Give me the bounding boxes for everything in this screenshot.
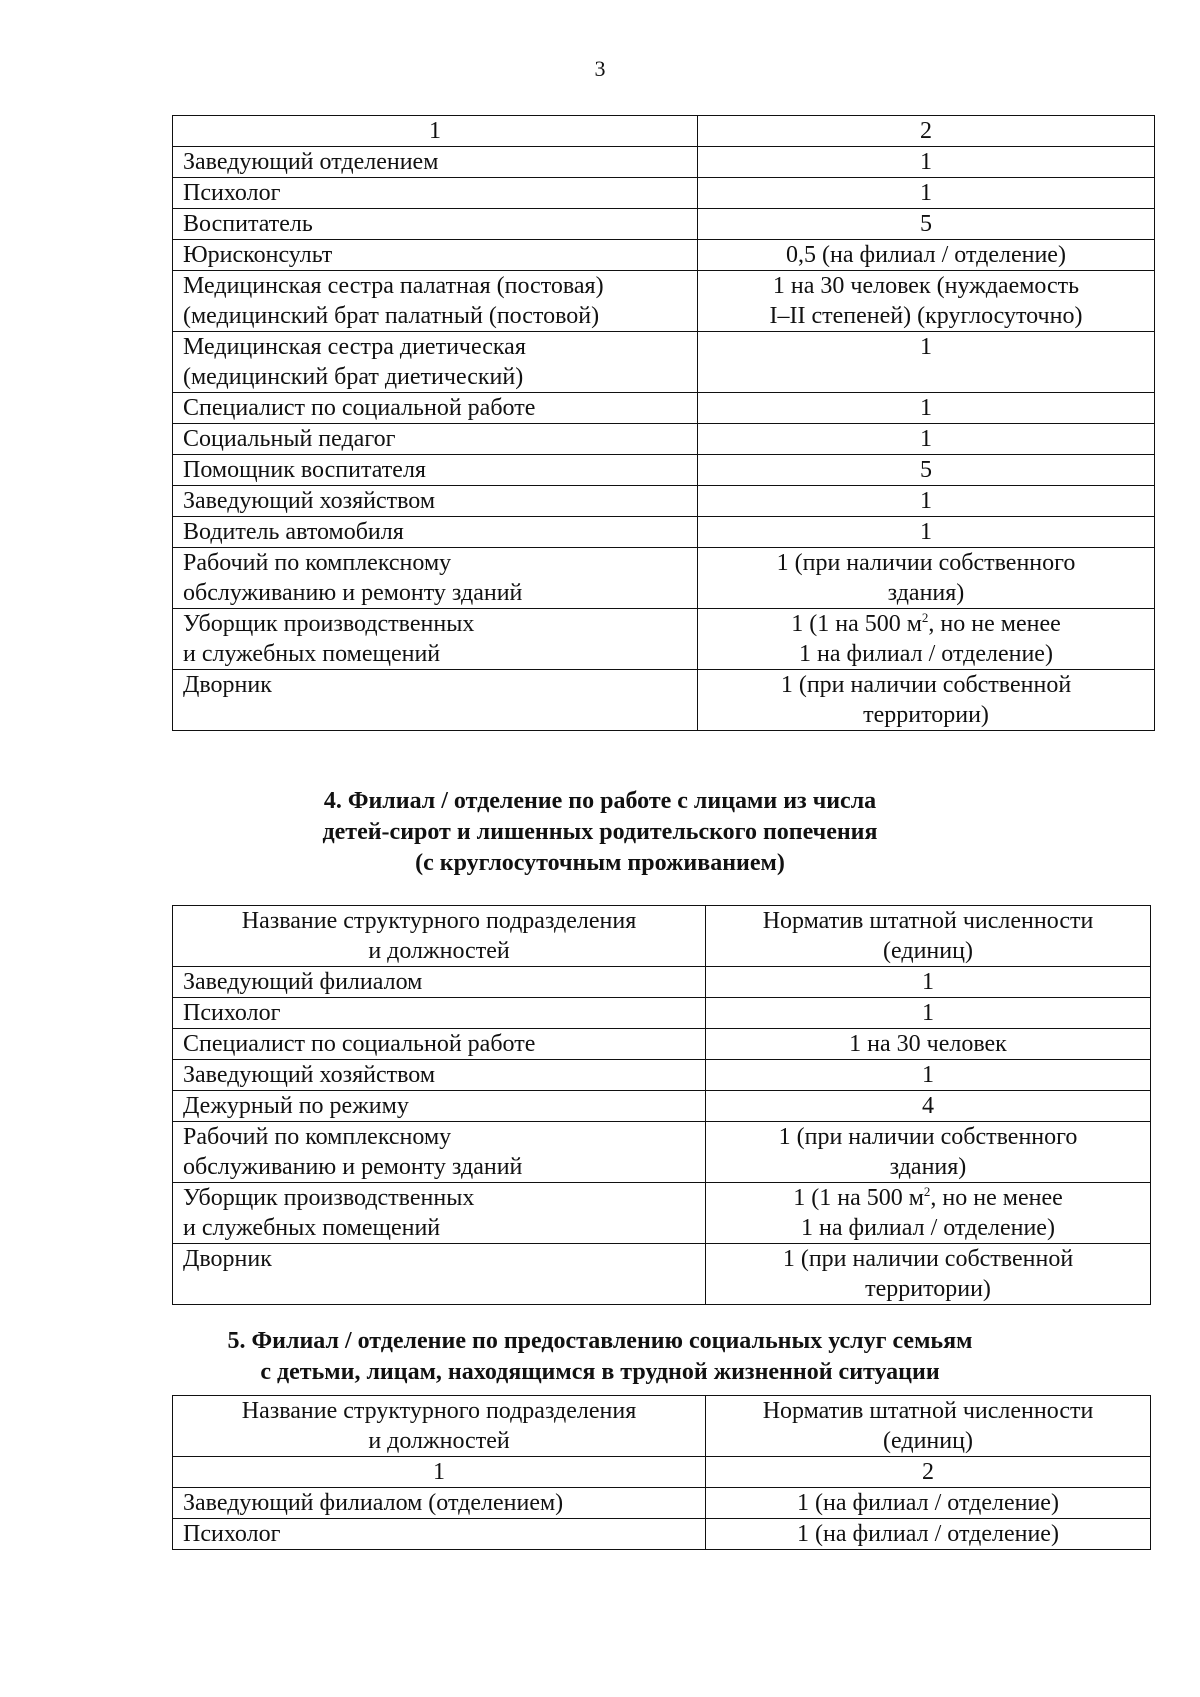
- table-row: [173, 517, 1155, 548]
- section-5-heading: 5. Филиал / отделение по предоставлению социальных услуг семьям с детьми, лицам, находящимся в трудной жизненной ситуации: [227, 1328, 973, 1385]
- norm-cell: 1 (на филиал / отделение): [706, 1488, 1151, 1519]
- position-cell: Медицинская сестра палатная (постовая) (медицинский брат палатный (постовой): [173, 271, 698, 332]
- norm-cell: 1 (при наличии собственного здания): [706, 1122, 1151, 1183]
- norm-cell: 1 на 30 человек (нуждаемость I–II степеней) (круглосуточно): [698, 271, 1155, 332]
- position-cell: Психолог: [173, 1519, 706, 1550]
- position-cell: Заведующий хозяйством: [173, 486, 698, 517]
- column-numbers-row: [173, 116, 1155, 147]
- column-number: 1: [173, 1457, 706, 1488]
- position-cell: Юрисконсульт: [173, 240, 698, 271]
- table-row: [173, 967, 1151, 998]
- position-cell: Рабочий по комплексному обслуживанию и ремонту зданий: [173, 1122, 706, 1183]
- norm-cell: 1: [706, 998, 1151, 1029]
- norm-cell: 1: [706, 1060, 1151, 1091]
- position-cell: Водитель автомобиля: [173, 517, 698, 548]
- column-number: 1: [173, 116, 698, 147]
- norm-cell: 1 на 30 человек: [706, 1029, 1151, 1060]
- position-cell: Социальный педагог: [173, 424, 698, 455]
- position-cell: Дворник: [173, 670, 698, 731]
- table-row: [173, 670, 1155, 731]
- position-cell: Уборщик производственных и служебных помещений: [173, 609, 698, 670]
- table-row: [173, 1244, 1151, 1305]
- norm-cell: 1 (при наличии собственной территории): [706, 1244, 1151, 1305]
- table-row: [173, 548, 1155, 609]
- staffing-table-continued: [172, 115, 1155, 731]
- norm-cell: 1: [698, 517, 1155, 548]
- table-row: [173, 1519, 1151, 1550]
- position-cell: Помощник воспитателя: [173, 455, 698, 486]
- superscript: 2: [923, 1184, 931, 1199]
- column-header: Норматив штатной численности (единиц): [706, 906, 1151, 967]
- position-cell: Уборщик производственных и служебных помещений: [173, 1183, 706, 1244]
- norm-cell: 4: [706, 1091, 1151, 1122]
- norm-cell: 0,5 (на филиал / отделение): [698, 240, 1155, 271]
- column-number: 2: [706, 1457, 1151, 1488]
- position-cell: Медицинская сестра диетическая (медицинский брат диетический): [173, 332, 698, 393]
- position-cell: Воспитатель: [173, 209, 698, 240]
- table-row: [173, 1029, 1151, 1060]
- norm-text: , но не менее: [930, 1185, 1063, 1211]
- page-number: 3: [594, 56, 606, 81]
- table-row: [173, 486, 1155, 517]
- norm-cell: 1: [698, 486, 1155, 517]
- norm-cell: 1: [706, 967, 1151, 998]
- position-cell: Психолог: [173, 178, 698, 209]
- table-row: [173, 609, 1155, 670]
- position-cell: Специалист по социальной работе: [173, 393, 698, 424]
- norm-cell: 5: [698, 209, 1155, 240]
- table-row: [173, 1060, 1151, 1091]
- column-numbers-row: [173, 1457, 1151, 1488]
- table-row: [173, 393, 1155, 424]
- norm-cell: 1: [698, 332, 1155, 393]
- column-header: Норматив штатной численности (единиц): [706, 1396, 1151, 1457]
- staffing-table-section-4: [172, 905, 1151, 1305]
- norm-cell: [698, 609, 1155, 670]
- norm-text: 1 (1 на 500 м: [791, 611, 922, 637]
- position-cell: Заведующий хозяйством: [173, 1060, 706, 1091]
- header-row: [173, 906, 1151, 967]
- section-4-heading: 4. Филиал / отделение по работе с лицами из числа детей-сирот и лишенных родительского попечения (с круглосуточным проживанием): [322, 788, 878, 876]
- position-cell: Дворник: [173, 1244, 706, 1305]
- table-row: [173, 332, 1155, 393]
- position-cell: Заведующий филиалом: [173, 967, 706, 998]
- position-cell: Психолог: [173, 998, 706, 1029]
- position-cell: Дежурный по режиму: [173, 1091, 706, 1122]
- norm-text: , но не менее: [928, 611, 1061, 637]
- table-row: [173, 455, 1155, 486]
- norm-text: 1 (1 на 500 м: [793, 1185, 924, 1211]
- norm-cell: 1: [698, 424, 1155, 455]
- norm-cell: 1 (при наличии собственной территории): [698, 670, 1155, 731]
- norm-cell: 1: [698, 393, 1155, 424]
- column-header: Название структурного подразделения и должностей: [173, 906, 706, 967]
- norm-cell: [706, 1183, 1151, 1244]
- table-row: [173, 424, 1155, 455]
- table-row: [173, 147, 1155, 178]
- superscript: 2: [921, 610, 929, 625]
- position-cell: Заведующий отделением: [173, 147, 698, 178]
- staffing-table-section-5: [172, 1395, 1151, 1550]
- table-row: [173, 1488, 1151, 1519]
- position-cell: Специалист по социальной работе: [173, 1029, 706, 1060]
- norm-cell: 1 (на филиал / отделение): [706, 1519, 1151, 1550]
- table-row: [173, 1183, 1151, 1244]
- table-row: [173, 209, 1155, 240]
- header-row: [173, 1396, 1151, 1457]
- norm-cell: 1 (при наличии собственного здания): [698, 548, 1155, 609]
- position-cell: Рабочий по комплексному обслуживанию и ремонту зданий: [173, 548, 698, 609]
- norm-text: 1 на филиал / отделение): [799, 641, 1053, 667]
- table-row: [173, 178, 1155, 209]
- position-cell: Заведующий филиалом (отделением): [173, 1488, 706, 1519]
- norm-cell: 1: [698, 147, 1155, 178]
- table-row: [173, 1091, 1151, 1122]
- table-row: [173, 271, 1155, 332]
- norm-cell: 1: [698, 178, 1155, 209]
- column-number: 2: [698, 116, 1155, 147]
- norm-text: 1 на филиал / отделение): [801, 1215, 1055, 1241]
- table-row: [173, 998, 1151, 1029]
- table-row: [173, 1122, 1151, 1183]
- column-header: Название структурного подразделения и должностей: [173, 1396, 706, 1457]
- norm-cell: 5: [698, 455, 1155, 486]
- table-row: [173, 240, 1155, 271]
